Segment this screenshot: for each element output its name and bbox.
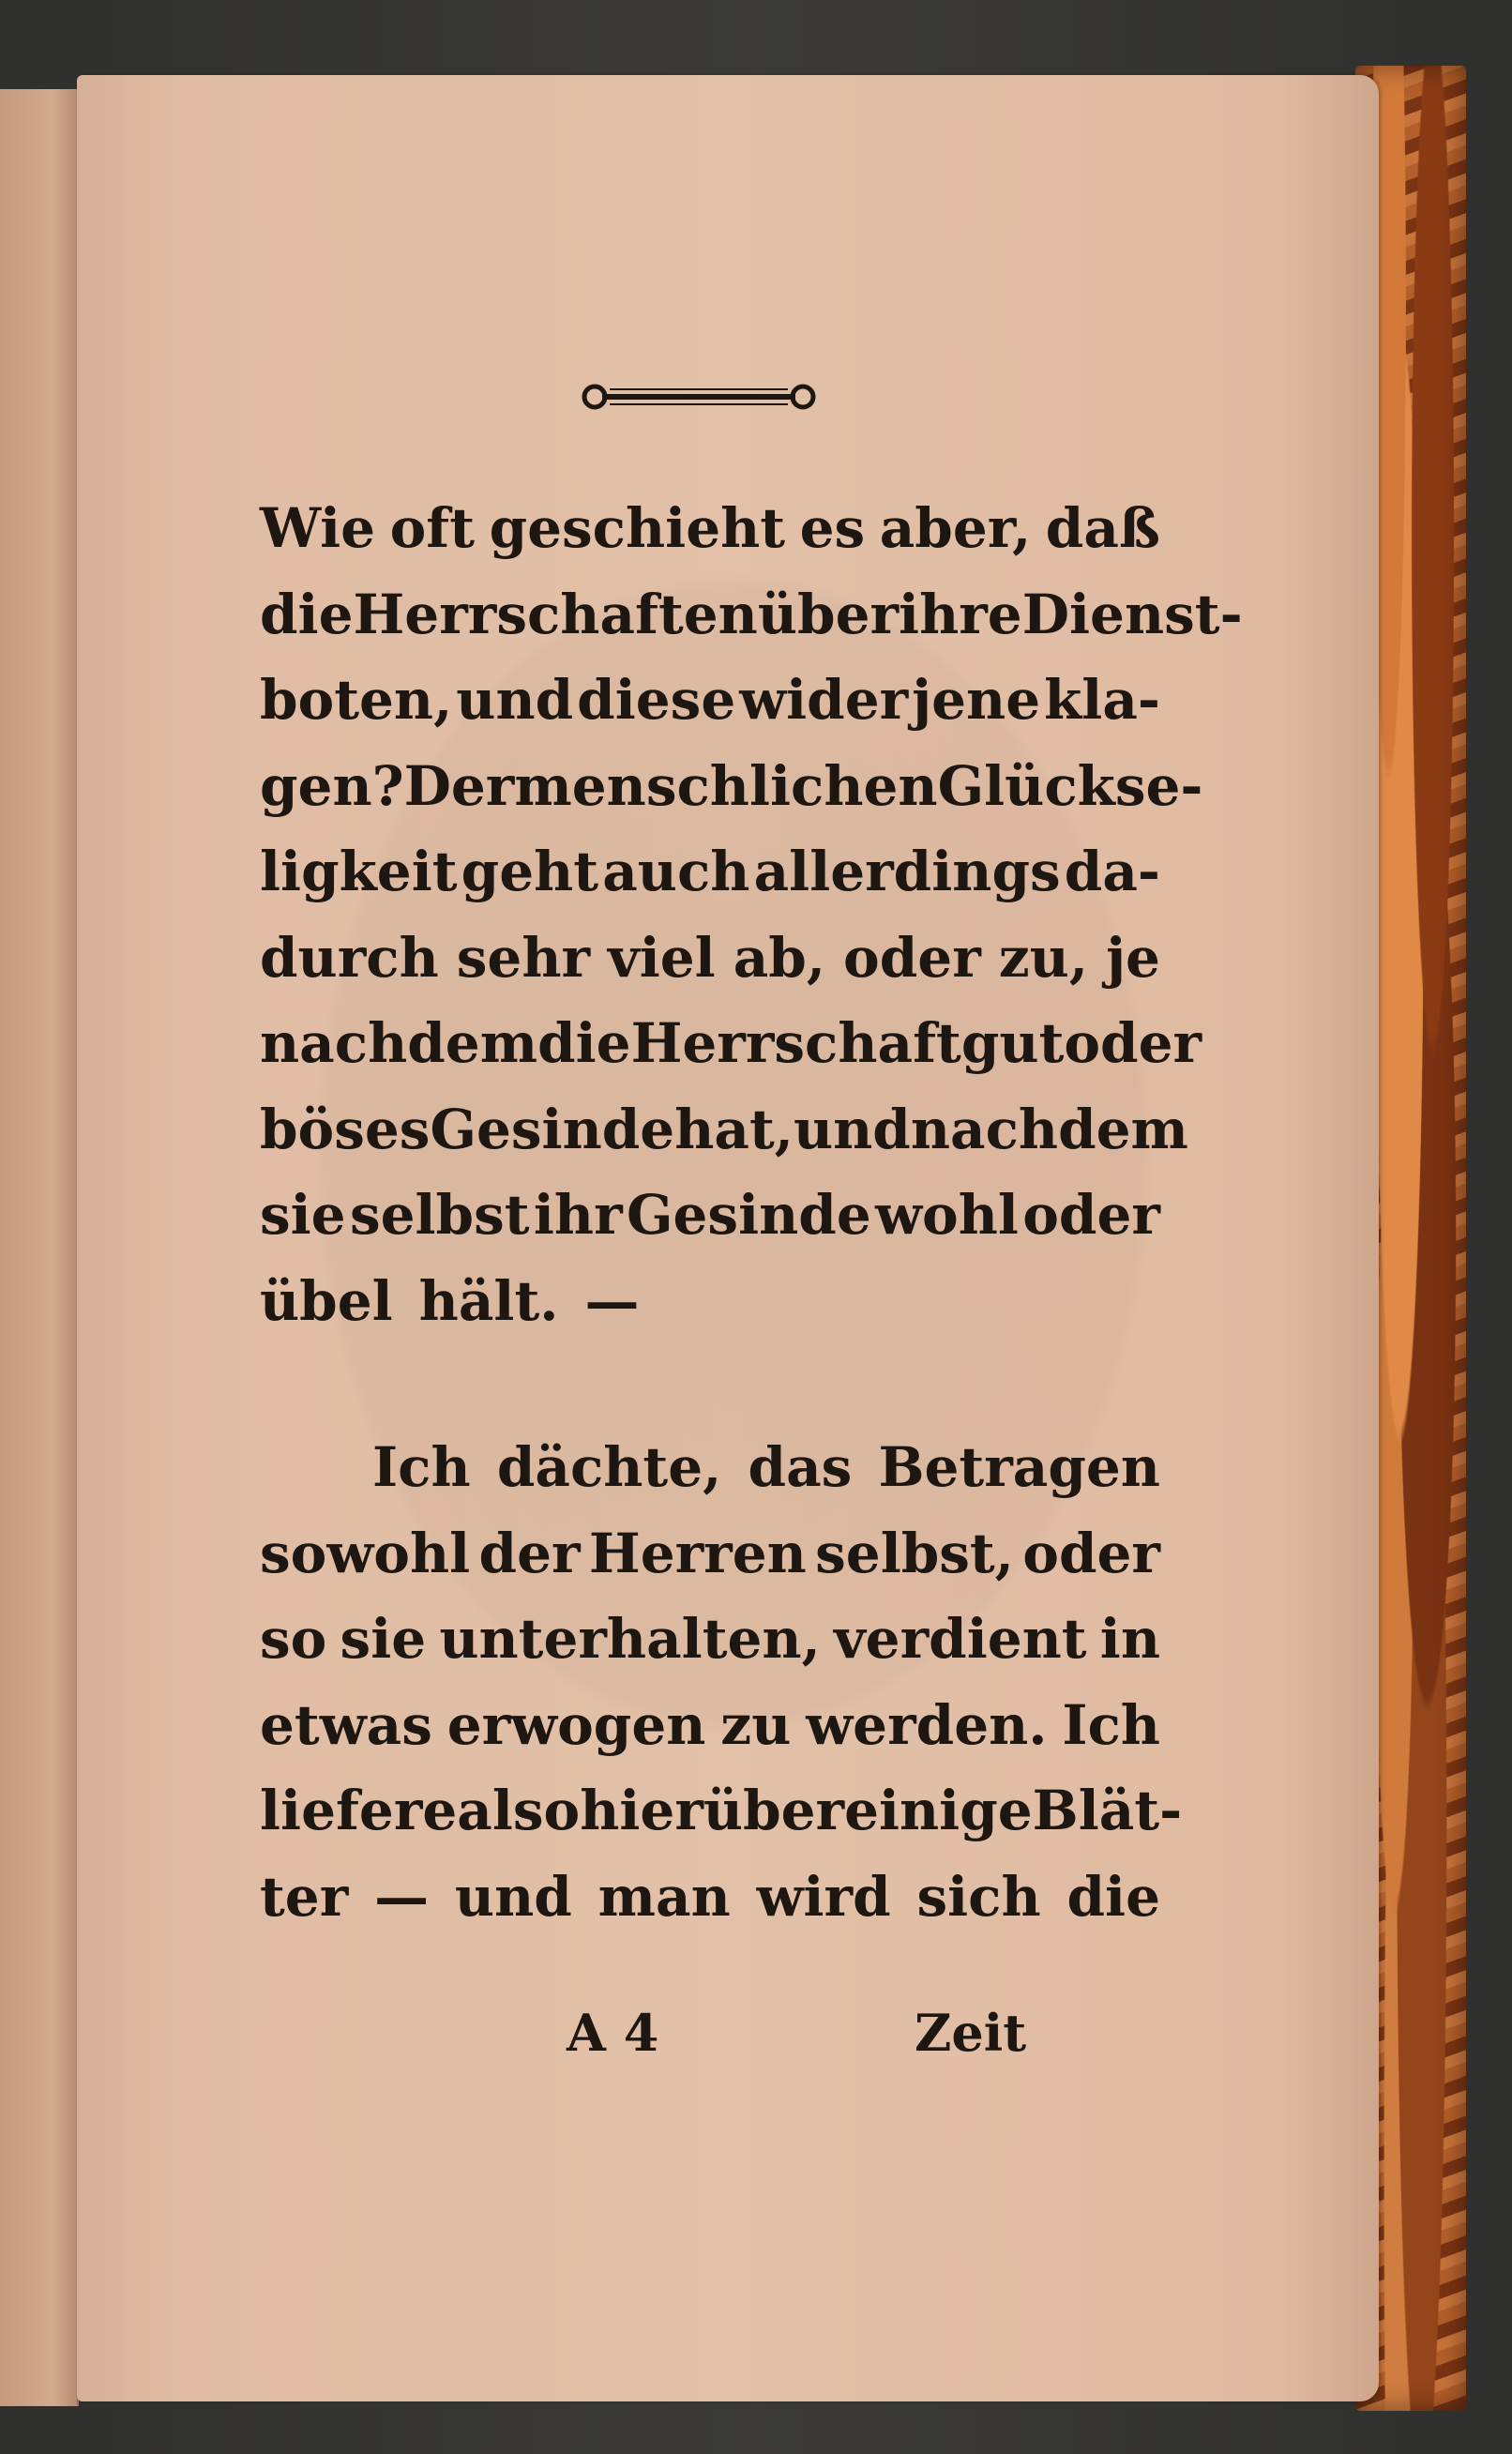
catchword: Zeit — [915, 2003, 1027, 2063]
word: hierüber — [580, 1779, 845, 1842]
word: die — [260, 582, 354, 646]
word: sehr — [456, 925, 591, 990]
word: verdient — [833, 1607, 1087, 1671]
word: Ich — [1062, 1692, 1160, 1757]
word: etwas — [260, 1692, 432, 1757]
word: nachdem — [910, 1097, 1188, 1161]
word: ter — [260, 1864, 349, 1929]
paragraph-1 — [260, 486, 1243, 1344]
word: die — [1066, 1864, 1160, 1929]
text-line — [260, 1768, 1183, 1855]
word: allerdings — [753, 840, 1061, 903]
word: der — [478, 1521, 581, 1585]
word: hält. — [418, 1268, 559, 1333]
word: es — [799, 496, 866, 560]
word: Herren — [588, 1521, 807, 1585]
word: geht — [461, 840, 599, 903]
left-page-edge — [0, 89, 79, 2406]
word: da- — [1064, 840, 1160, 903]
word: Gesinde — [430, 1097, 675, 1161]
word: so — [260, 1607, 327, 1671]
word: man — [597, 1864, 731, 1929]
word: sich — [916, 1864, 1041, 1929]
word: aber, — [879, 496, 1032, 560]
word: oft — [389, 496, 476, 560]
word: böses — [260, 1097, 431, 1161]
paragraph-2 — [260, 1425, 1183, 1940]
word: selbst, — [815, 1521, 1014, 1585]
word: Herrschaften — [353, 582, 758, 646]
word: jene — [912, 668, 1041, 732]
word: unterhalten, — [439, 1607, 821, 1671]
word: wird — [756, 1864, 891, 1929]
text-line — [260, 744, 1203, 830]
word: diese — [577, 668, 736, 732]
ornament-divider-icon — [582, 373, 816, 420]
word: und — [793, 1097, 911, 1161]
word: gen? — [260, 753, 404, 818]
word: Blät- — [1032, 1779, 1183, 1842]
word: ab, — [733, 925, 826, 990]
word: also — [457, 1779, 581, 1842]
word: in — [1099, 1607, 1160, 1671]
word: werden. — [806, 1692, 1048, 1757]
word: ligkeit — [260, 840, 458, 903]
page-footer — [77, 2003, 1379, 2078]
word: — — [374, 1864, 430, 1929]
word: zu — [720, 1692, 792, 1757]
word: hat, — [674, 1097, 794, 1161]
word: Herrschaft — [630, 1011, 961, 1075]
word: boten, — [260, 668, 453, 732]
word: Ich — [372, 1435, 471, 1499]
word: oder — [1022, 1521, 1160, 1585]
word: je — [1106, 925, 1160, 990]
body-text — [260, 486, 1243, 1940]
word: Glückse- — [937, 753, 1203, 818]
word: einige — [844, 1779, 1033, 1842]
text-line — [260, 1259, 1160, 1345]
word: das — [748, 1435, 853, 1499]
word: zu, — [998, 925, 1089, 990]
word: Dienst- — [1021, 582, 1243, 646]
text-line — [260, 1511, 1160, 1598]
text-line — [260, 1425, 1160, 1511]
word: durch — [260, 925, 439, 990]
word: wohl — [875, 1183, 1019, 1247]
word: die — [537, 1011, 631, 1075]
word: menschlichen — [514, 753, 938, 818]
paragraph-spacer — [260, 1344, 1160, 1425]
text-line — [260, 1001, 1202, 1087]
word: und — [456, 668, 574, 732]
word: erwogen — [446, 1692, 706, 1757]
text-line — [260, 1087, 1188, 1174]
word: Betragen — [878, 1435, 1160, 1499]
text-line — [260, 572, 1243, 659]
word: daß — [1045, 496, 1160, 560]
word: geschieht — [489, 496, 786, 560]
word: sowohl — [260, 1521, 471, 1585]
word: ihr — [533, 1183, 623, 1247]
text-line — [260, 1683, 1160, 1769]
word: dächte, — [496, 1435, 722, 1499]
word: Der — [403, 753, 515, 818]
word: sie — [340, 1607, 427, 1671]
word: ihre — [899, 582, 1022, 646]
word: viel — [608, 925, 716, 990]
word: oder — [1022, 1183, 1160, 1247]
book-page — [77, 75, 1379, 2401]
text-line — [260, 916, 1160, 1002]
text-line — [260, 1173, 1160, 1259]
text-line — [260, 1855, 1160, 1941]
word: — — [584, 1268, 640, 1333]
word: über — [757, 582, 900, 646]
word: sie — [260, 1183, 346, 1247]
text-line — [260, 658, 1160, 744]
signature-mark: A 4 — [567, 2003, 659, 2063]
word: Wie — [260, 496, 376, 560]
word: nachdem — [260, 1011, 538, 1075]
word: kla- — [1044, 668, 1160, 732]
word: wider — [739, 668, 909, 732]
word: oder — [843, 925, 981, 990]
word: selbst — [349, 1183, 530, 1247]
word: oder — [1064, 1011, 1202, 1075]
word: gut — [960, 1011, 1065, 1075]
word: übel — [260, 1268, 393, 1333]
text-line — [260, 829, 1160, 916]
word: und — [454, 1864, 572, 1929]
word: Gesinde — [626, 1183, 871, 1247]
text-line — [260, 1597, 1160, 1683]
text-line — [260, 486, 1160, 572]
word: liefere — [260, 1779, 458, 1842]
word: auch — [602, 840, 750, 903]
